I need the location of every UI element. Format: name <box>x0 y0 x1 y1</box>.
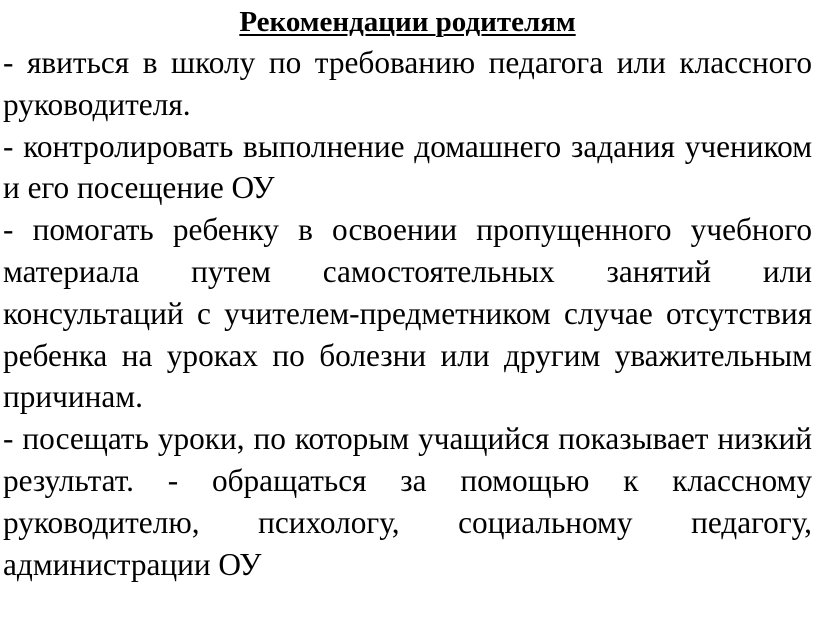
recommendation-item-3: - помогать ребенку в освоении пропущенного учебного материала путем самостоятельных занятий или консультаций с учителем-предметником случае отсутствия ребенка на уроках по болезни или другим уважительным причинам. <box>3 212 812 415</box>
recommendation-item-4: - посещать уроки, по которым учащийся показывает низкий результат. - обращаться за помощью к классному руководителю, психологу, социальному педагогу, администрации ОУ <box>3 421 812 582</box>
recommendation-item-1: - явиться в школу по требованию педагога или классного руководителя. <box>3 45 812 122</box>
document-title <box>3 0 812 42</box>
recommendation-item-2: - контролировать выполнение домашнего задания учеником и его посещение ОУ <box>3 128 812 206</box>
document-title-text: Рекомендации родителям <box>239 6 576 38</box>
recommendations-list <box>3 42 812 585</box>
